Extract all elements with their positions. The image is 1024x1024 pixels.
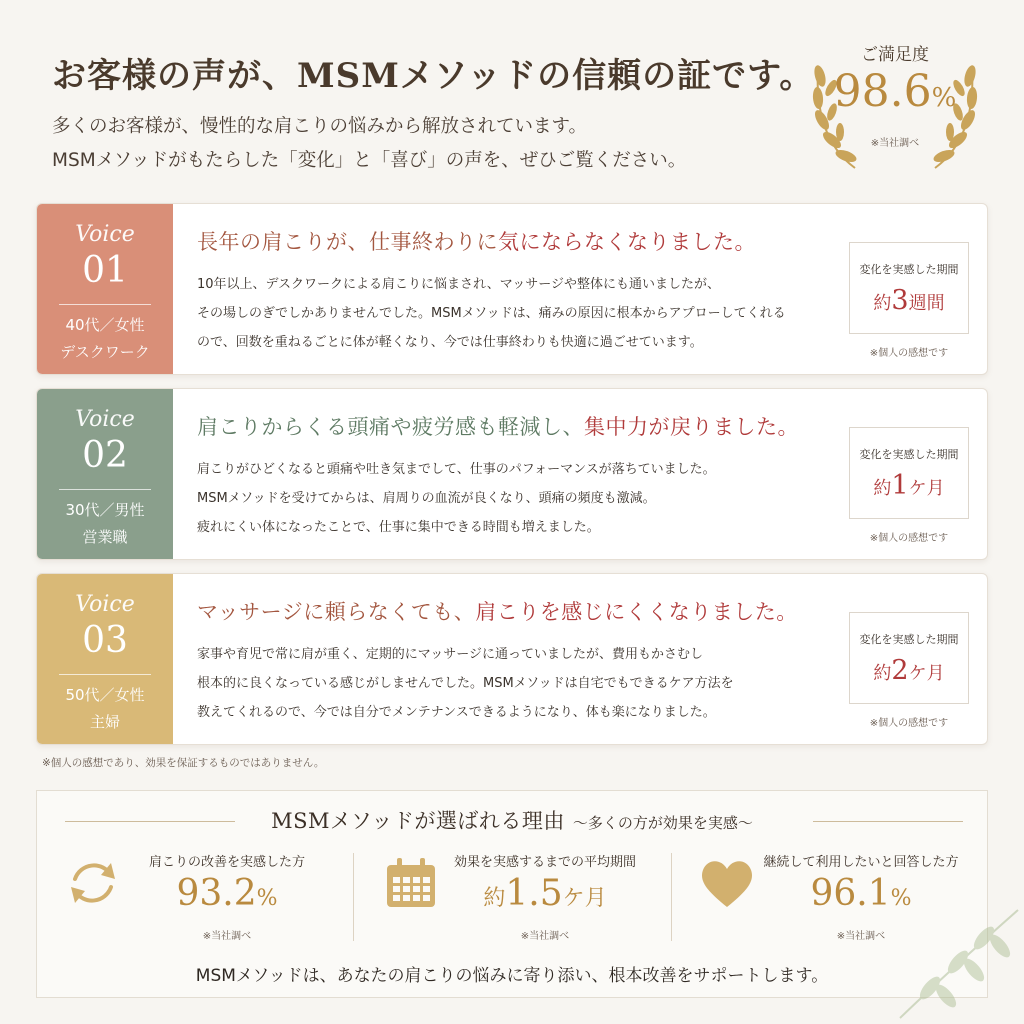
- divider: [59, 304, 151, 305]
- voice-profile-job: 営業職: [82, 528, 128, 546]
- voice-title: [197, 226, 756, 256]
- voice-title-highlight: 気にならなくなりました。: [498, 230, 756, 254]
- voice-number: 02: [82, 435, 128, 476]
- period-number: 3: [891, 285, 909, 316]
- stat-unit: %: [890, 886, 912, 911]
- period-value: [850, 285, 968, 316]
- voice-title-highlight: 集中力が戻りました。: [584, 415, 799, 439]
- period-number: 1: [891, 470, 909, 501]
- reasons-title: MSMメソッドが選ばれる理由: [271, 809, 565, 833]
- reasons-subtitle: 〜多くの方が効果を実感〜: [572, 814, 753, 832]
- voice-title: [197, 596, 798, 626]
- period-label: 変化を実感した期間: [859, 633, 959, 646]
- stat-label: 継続して利用したいと回答した方: [763, 855, 959, 870]
- period-prefix: 約: [873, 663, 892, 684]
- voice-word: Voice: [75, 222, 135, 247]
- period-unit: 週間: [908, 293, 945, 314]
- voice-body-line: 疲れにくい体になったことで、仕事に集中できる時間も増えました。: [197, 520, 600, 535]
- satisfaction-number: 98.6: [833, 66, 932, 117]
- period-value: [850, 470, 968, 501]
- voice-profile: [37, 682, 173, 736]
- voice-profile-age: 50代／女性: [65, 686, 145, 704]
- stat-label: 効果を実感するまでの平均期間: [453, 855, 636, 870]
- subtitle-line-2: MSMメソッドがもたらした「変化」と「喜び」の声を、ぜひご覧ください。: [52, 150, 687, 171]
- period-box: [849, 612, 969, 704]
- disclaimer: ※個人の感想であり、効果を保証するものではありません。: [42, 757, 325, 769]
- satisfaction-value: [800, 66, 990, 117]
- voice-body-line: 教えてくれるので、今では自分でメンテナンスできるようになり、体も楽になりました。: [197, 705, 716, 720]
- satisfaction-label: ご満足度: [861, 45, 929, 65]
- stat-number: 93.2: [176, 873, 257, 914]
- period-number: 2: [891, 655, 909, 686]
- stat-value: [425, 873, 665, 914]
- voice-profile: [37, 497, 173, 551]
- subtitle-line-1: 多くのお客様が、慢性的な肩こりの悩みから解放されています。: [52, 116, 588, 137]
- stat-unit: ケ月: [562, 886, 607, 911]
- stat-note: ※当社調べ: [836, 931, 886, 942]
- period-label: 変化を実感した期間: [859, 263, 959, 276]
- page-subtitle: [52, 110, 686, 178]
- voice-word: Voice: [75, 407, 135, 432]
- voice-word: Voice: [75, 592, 135, 617]
- voice-card-3: [36, 573, 988, 745]
- voice-card-1: [36, 203, 988, 375]
- voice-body: [197, 455, 837, 542]
- voice-title-main: 長年の肩こりが、仕事終わりに: [197, 230, 498, 254]
- period-prefix: 約: [873, 293, 892, 314]
- voice-profile-job: 主婦: [89, 713, 120, 731]
- voice-body-line: その場しのぎでしかありませんでした。MSMメソッドは、痛みの原因に根本からアプローしてくれる: [197, 306, 786, 321]
- stat-unit: %: [256, 886, 278, 911]
- stat-number: 96.1: [810, 873, 891, 914]
- voice-card-2: [36, 388, 988, 560]
- voice-profile-job: デスクワーク: [60, 343, 150, 361]
- divider: [59, 674, 151, 675]
- voice-number: 01: [82, 250, 128, 291]
- voice-body-line: 肩こりがひどくなると頭痛や吐き気までして、仕事のパフォーマンスが落ちていました。: [197, 462, 716, 477]
- voice-body-line: 家事や育児で常に肩が重く、定期的にマッサージに通っていましたが、費用もかさむし: [197, 647, 703, 662]
- stat-average-period: [355, 847, 671, 947]
- voice-title-main: マッサージに頼らなくても、: [197, 600, 476, 624]
- period-prefix: 約: [873, 478, 892, 499]
- voice-side-2: [37, 389, 173, 560]
- period-unit: ケ月: [908, 663, 945, 684]
- voice-title: [197, 411, 799, 441]
- satisfaction-note: ※当社調べ: [870, 138, 920, 149]
- voice-profile-age: 40代／女性: [65, 316, 145, 334]
- period-note: ※個人の感想です: [869, 718, 949, 729]
- stat-prefix: 約: [483, 886, 506, 911]
- stat-value: [107, 873, 347, 914]
- period-note: ※個人の感想です: [869, 348, 949, 359]
- voice-side-1: [37, 204, 173, 375]
- voice-body: [197, 640, 837, 727]
- stat-label: 肩こりの改善を実感した方: [148, 855, 305, 870]
- leaf-decoration-icon: [880, 900, 1020, 1020]
- voice-number: 03: [82, 620, 128, 661]
- voice-body-line: 根本的に良くなっている感じがしませんでした。MSMメソッドは自宅でもできるケア方法を: [197, 676, 734, 691]
- voice-profile-age: 30代／男性: [65, 501, 145, 519]
- period-value: [850, 655, 968, 686]
- voice-title-main: 肩こりからくる頭痛や疲労感も軽減し、: [197, 415, 584, 439]
- stat-note: ※当社調べ: [520, 931, 570, 942]
- reasons-panel: [36, 790, 988, 998]
- period-box: [849, 427, 969, 519]
- period-box: [849, 242, 969, 334]
- voice-body-line: 10年以上、デスクワークによる肩こりに悩まされ、マッサージや整体にも通いましたが、: [197, 277, 721, 292]
- divider: [353, 853, 354, 941]
- divider: [59, 489, 151, 490]
- satisfaction-unit: %: [931, 83, 957, 113]
- voice-body: [197, 270, 837, 357]
- period-note: ※個人の感想です: [869, 533, 949, 544]
- voice-body-line: ので、回数を重ねるごとに体が軽くなり、今では仕事終わりも快適に過ごせています。: [197, 335, 703, 350]
- stat-improvement: [37, 847, 353, 947]
- page-title: お客様の声が、MSMメソッドの信頼の証です。: [52, 56, 815, 96]
- stat-number: 1.5: [505, 873, 563, 914]
- period-label: 変化を実感した期間: [859, 448, 959, 461]
- stat-note: ※当社調べ: [202, 931, 252, 942]
- reasons-heading: [37, 805, 987, 835]
- voice-side-3: [37, 574, 173, 745]
- voice-title-highlight: 肩こりを感じにくくなりました。: [475, 600, 798, 624]
- voice-body-line: MSMメソッドを受けてからは、肩周りの血流が良くなり、頭痛の頻度も激減。: [197, 491, 656, 506]
- satisfaction-badge: [800, 28, 990, 178]
- reasons-footer: MSMメソッドは、あなたの肩こりの悩みに寄り添い、根本改善をサポートします。: [195, 966, 829, 986]
- period-unit: ケ月: [908, 478, 945, 499]
- voice-profile: [37, 312, 173, 366]
